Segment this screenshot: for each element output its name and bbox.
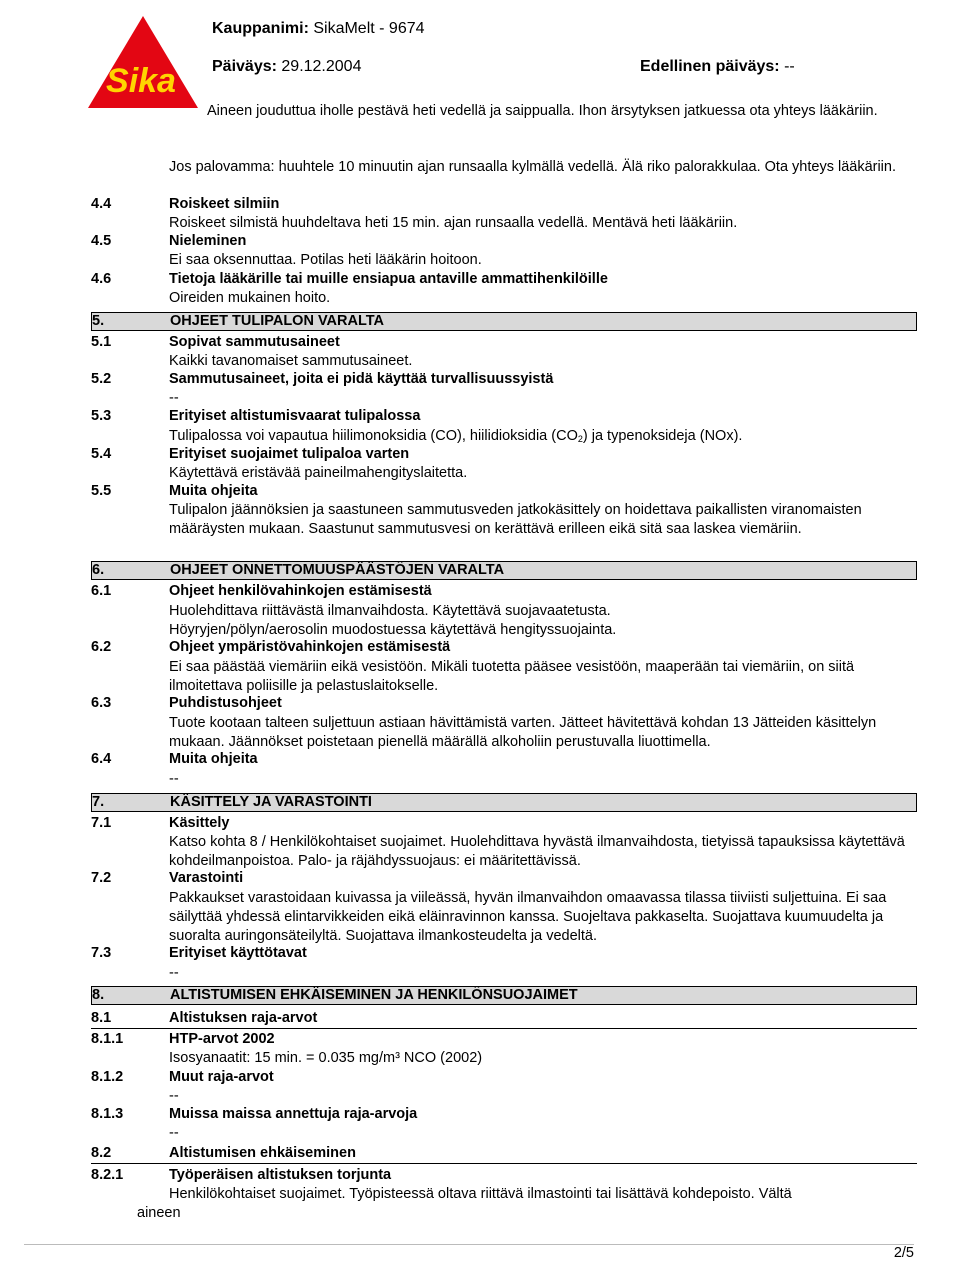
- sec6-num: 6.: [92, 562, 105, 578]
- s53-title: Erityiset altistumisvaarat tulipalossa: [169, 408, 421, 424]
- s46-title: Tietoja lääkärille tai muille ensiapua antaville ammattihenkilöille: [169, 271, 608, 287]
- s53-num: 5.3: [91, 408, 112, 424]
- s51-text: Kaikki tavanomaiset sammutusaineet.: [169, 353, 413, 369]
- s52-text: --: [169, 390, 179, 406]
- s46-num: 4.6: [91, 271, 112, 287]
- skin-text: Aineen jouduttua iholle pestävä heti vedellä ja saippualla. Ihon ärsytyksen jatkuessa ota yhteys lääkäriin.: [207, 103, 878, 119]
- s73-text: --: [169, 965, 179, 981]
- date-value: 29.12.2004: [281, 58, 362, 75]
- page-number: 2/5: [893, 1245, 914, 1261]
- section-8-header: [91, 986, 917, 1005]
- s812-num: 8.1.2: [91, 1069, 124, 1085]
- sec5-title: OHJEET TULIPALON VARALTA: [170, 313, 385, 329]
- s45-text: Ei saa oksennuttaa. Potilas heti lääkärin hoitoon.: [169, 252, 482, 268]
- s55-num: 5.5: [91, 483, 112, 499]
- sec5-num: 5.: [92, 313, 105, 329]
- s81-title: Altistuksen raja-arvot: [169, 1010, 318, 1026]
- s52-num: 5.2: [91, 371, 112, 387]
- s811-num: 8.1.1: [91, 1031, 124, 1047]
- sec7-title: KÄSITTELY JA VARASTOINTI: [170, 794, 372, 810]
- s63-title: Puhdistusohjeet: [169, 695, 282, 711]
- s61-line2: Höyryjen/pölyn/aerosolin muodostuessa käytettävä hengityssuojainta.: [169, 622, 617, 638]
- s821-num: 8.2.1: [91, 1167, 124, 1183]
- s61-num: 6.1: [91, 583, 112, 599]
- date-label: Päiväys:: [212, 58, 277, 75]
- s45-num: 4.5: [91, 233, 112, 249]
- trade-name: [212, 20, 425, 38]
- s813-text: --: [169, 1125, 179, 1141]
- burn-text: Jos palovamma: huuhtele 10 minuutin ajan runsaalla kylmällä vedellä. Älä riko palorakkulaa. Ota yhteys lääkäriin.: [169, 159, 896, 175]
- s813-num: 8.1.3: [91, 1106, 124, 1122]
- s45-title: Nieleminen: [169, 233, 247, 249]
- s811-text: Isosyanaatit: 15 min. = 0.035 mg/m³ NCO (2002): [169, 1050, 483, 1066]
- s46-text: Oireiden mukainen hoito.: [169, 290, 331, 306]
- s53-text-b: ) ja typenoksideja (NOx).: [582, 428, 743, 444]
- s62-num: 6.2: [91, 639, 112, 655]
- s813-title: Muissa maissa annettuja raja-arvoja: [169, 1106, 418, 1122]
- trade-value: SikaMelt - 9674: [313, 20, 425, 37]
- sec8-title: ALTISTUMISEN EHKÄISEMINEN JA HENKILÖNSUOJAIMET: [170, 987, 578, 1003]
- s44-title: Roiskeet silmiin: [169, 196, 280, 212]
- s52-title: Sammutusaineet, joita ei pidä käyttää turvallisuussyistä: [169, 371, 554, 387]
- s64-text: --: [169, 771, 179, 787]
- sec7-num: 7.: [92, 794, 105, 810]
- previous-date: [640, 58, 795, 76]
- s81-num: 8.1: [91, 1010, 112, 1026]
- sika-logo: [88, 16, 198, 108]
- s71-title: Käsittely: [169, 815, 230, 831]
- s53-sub: 2: [577, 434, 583, 444]
- prev-label: Edellinen päiväys:: [640, 58, 780, 75]
- s812-text: --: [169, 1088, 179, 1104]
- s51-title: Sopivat sammutusaineet: [169, 334, 340, 350]
- s63-num: 6.3: [91, 695, 112, 711]
- s73-title: Erityiset käyttötavat: [169, 945, 307, 961]
- s812-title: Muut raja-arvot: [169, 1069, 274, 1085]
- sec6-title: OHJEET ONNETTOMUUSPÄÄSTÖJEN VARALTA: [170, 562, 505, 578]
- s64-num: 6.4: [91, 751, 112, 767]
- s44-num: 4.4: [91, 196, 112, 212]
- s72-num: 7.2: [91, 870, 112, 886]
- s61-title: Ohjeet henkilövahinkojen estämisestä: [169, 583, 432, 599]
- s821-text: Henkilökohtaiset suojaimet. Työpisteessä oltava riittävä ilmastointi tai lisättävä kohdepoisto. Vältä: [169, 1186, 792, 1202]
- s71-text: Katso kohta 8 / Henkilökohtaiset suojaimet. Huolehdittava hyvästä ilmanvaihdosta, tietyissä tapauksissa käytettävä kohdeilmanpoistoa. Palo- ja räjähdyssuojaus: ei määritettävissä.: [169, 834, 905, 869]
- s73-num: 7.3: [91, 945, 112, 961]
- s63-text: Tuote kootaan talteen suljettuun astiaan hävittämistä varten. Jätteet hävitettävä kohdan 13 Jätteiden käsittelyn mukaan. Jäännökset poistetaan pienellä määrällä alkoholiin perustuvalla liuottimella.: [169, 715, 877, 750]
- section-7-header: [91, 793, 917, 812]
- s53-text-a: Tulipalossa voi vapautua hiilimonoksidia (CO), hiilidioksidia (CO: [169, 428, 578, 444]
- s72-text: Pakkaukset varastoidaan kuivassa ja viileässä, hyvän ilmanvaihdon omaavassa tilassa tiiviisti suljettuina. Ei saa säilyttää yhdessä elintarvikkeiden eikä eläinravinnon kanssa. Suojeltava pakkaselta. Suojattava kuumuudelta ja suoralta auringonsäteilyltä. Suojattava ilmankosteudelta ja vedeltä.: [169, 890, 887, 944]
- s71-num: 7.1: [91, 815, 112, 831]
- s81-row: [91, 1010, 917, 1029]
- footer-rule: [24, 1244, 914, 1245]
- section-6-header: [91, 561, 917, 580]
- prev-value: --: [784, 58, 795, 75]
- sec8-num: 8.: [92, 987, 105, 1003]
- s54-text: Käytettävä eristävää paineilmahengityslaitetta.: [169, 465, 468, 481]
- s54-title: Erityiset suojaimet tulipaloa varten: [169, 446, 410, 462]
- s55-text: Tulipalon jäännöksien ja saastuneen sammutusveden jatkokäsittely on hoidettava paikallisten viranomaisten määräysten mukaan. Saastunut sammutusvesi on kerättävä erilleen eikä sitä saa laskea viemäriin.: [169, 502, 862, 537]
- s72-title: Varastointi: [169, 870, 244, 886]
- s55-title: Muita ohjeita: [169, 483, 258, 499]
- s811-title: HTP-arvot 2002: [169, 1031, 275, 1047]
- s82-title: Altistumisen ehkäiseminen: [169, 1145, 356, 1161]
- s821-title: Työperäisen altistuksen torjunta: [169, 1167, 392, 1183]
- s61-line1: Huolehdittava riittävästä ilmanvaihdosta. Käytettävä suojavaatetusta.: [169, 603, 611, 619]
- s64-title: Muita ohjeita: [169, 751, 258, 767]
- s821-text-cont: aineen: [137, 1205, 181, 1221]
- s62-title: Ohjeet ympäristövahinkojen estämisestä: [169, 639, 451, 655]
- date: [212, 58, 361, 76]
- s44-text: Roiskeet silmistä huuhdeltava heti 15 min. ajan runsaalla vedellä. Mentävä heti lääkäriin.: [169, 215, 738, 231]
- s51-num: 5.1: [91, 334, 112, 350]
- s62-text: Ei saa päästää viemäriin eikä vesistöön. Mikäli tuotetta pääsee vesistöön, maaperään tai viemäriin, on siitä ilmoitettava poliisille ja pelastuslaitokselle.: [169, 659, 855, 694]
- section-5-header: [91, 312, 917, 331]
- trade-label: Kauppanimi:: [212, 20, 309, 37]
- logo-text: Sika: [106, 62, 176, 100]
- s82-num: 8.2: [91, 1145, 112, 1161]
- s82-row: [91, 1145, 917, 1164]
- s54-num: 5.4: [91, 446, 112, 462]
